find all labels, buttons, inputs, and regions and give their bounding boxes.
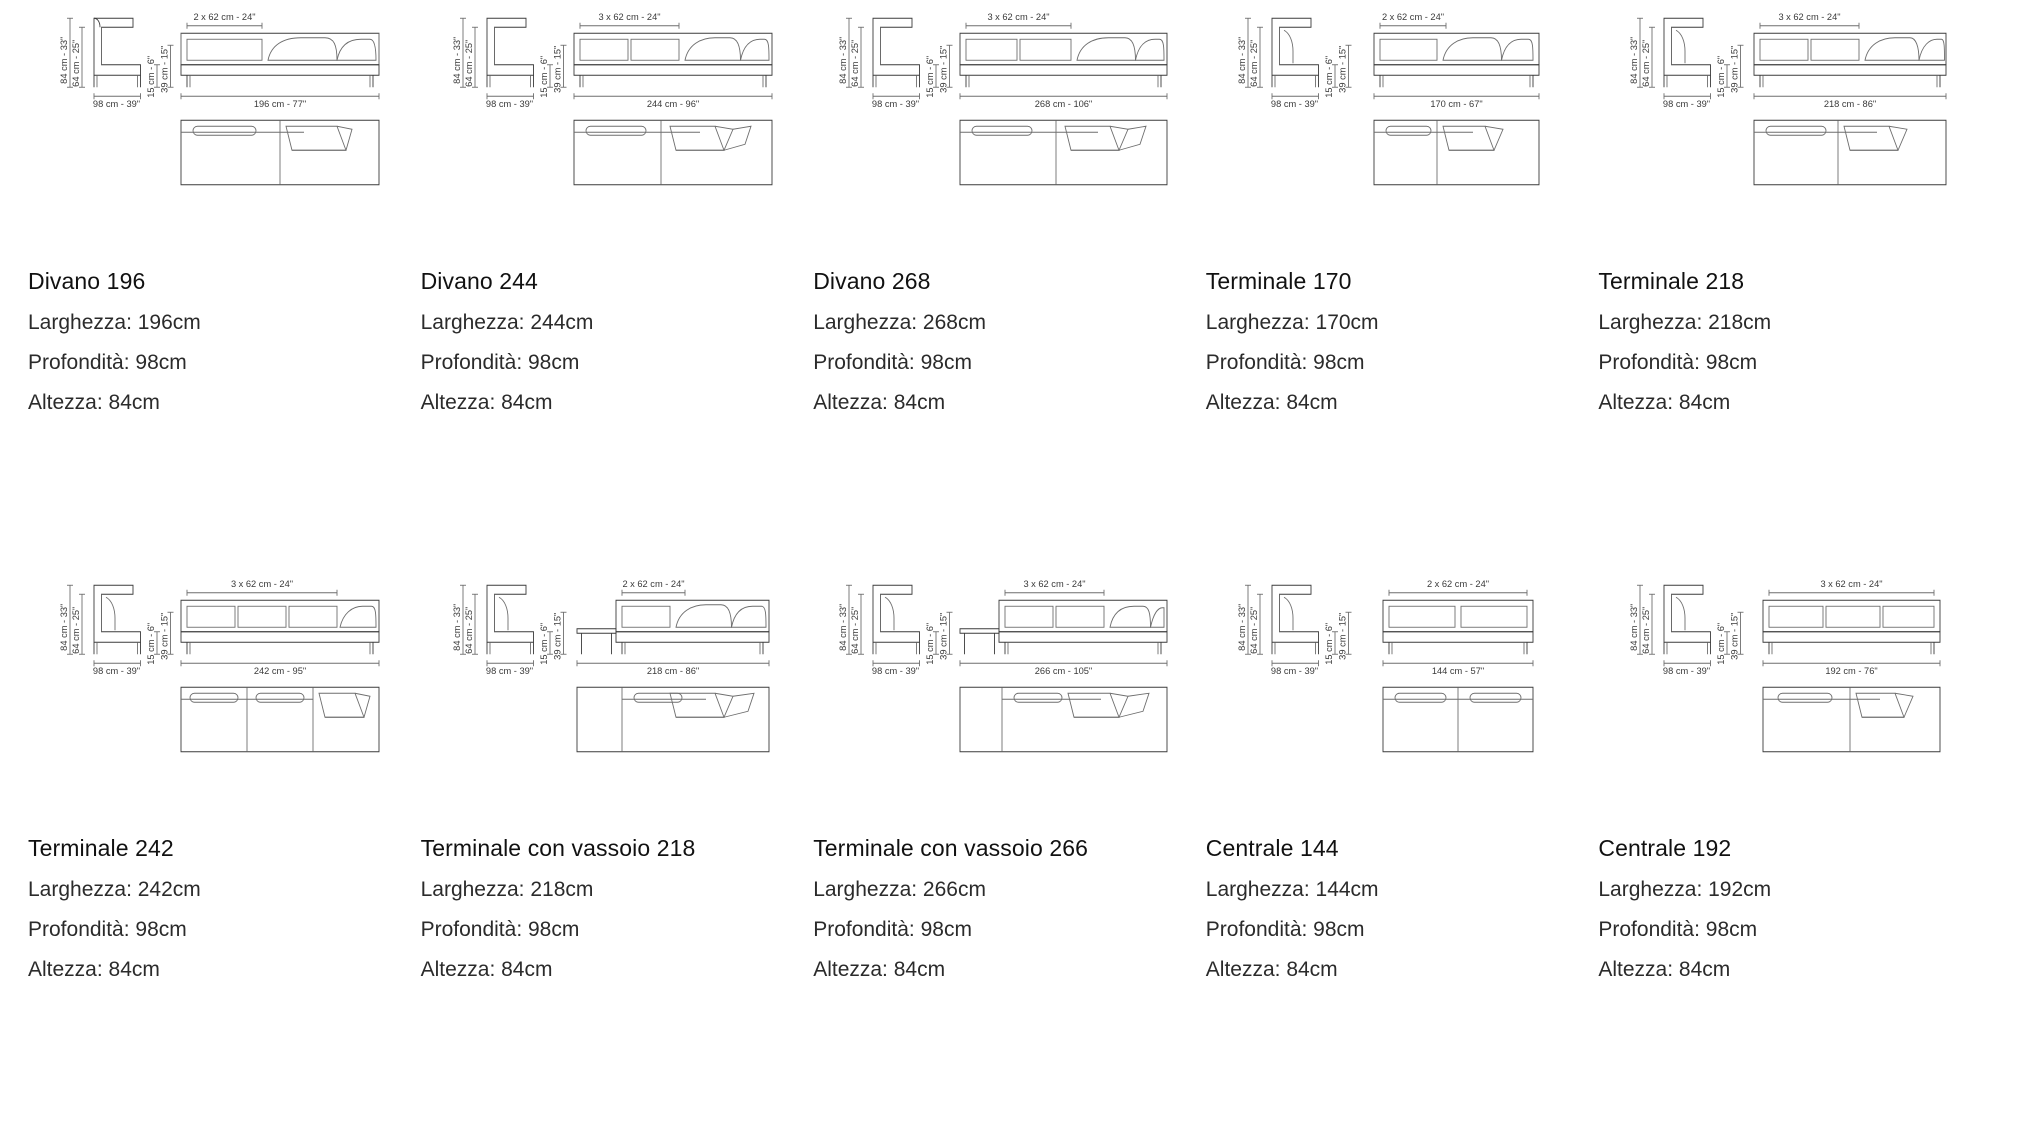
- product-height: Altezza: 84cm: [1205, 391, 1338, 414]
- product-card-centrale-144: [1206, 567, 1599, 1134]
- product-info-centrale-144: [1206, 817, 1583, 998]
- product-info-terminale-218: [1598, 250, 1975, 431]
- product-depth: Profondità: 98cm: [28, 918, 187, 941]
- product-depth: Profondità: 98cm: [1598, 918, 1758, 941]
- dim-front-width: 266 cm - 105": [1034, 665, 1093, 676]
- product-card-centrale-192: [1598, 567, 1991, 1134]
- dim-cushion-note: 3 x 62 cm - 24": [598, 11, 661, 22]
- dim-side-height-total: 84 cm - 33": [59, 603, 69, 651]
- dim-side-height-back: 64 cm - 25": [463, 39, 474, 87]
- dim-front-width: 144 cm - 57": [1431, 665, 1484, 676]
- dim-cushion-note: 2 x 62 cm - 24": [622, 578, 685, 589]
- technical-drawing-divano-268: [813, 0, 1190, 250]
- dim-side-height-total: 84 cm - 33": [838, 603, 849, 651]
- product-card-divano-268: [813, 0, 1206, 567]
- dim-cushion-note: 3 x 62 cm - 24": [1820, 578, 1883, 589]
- product-width: Larghezza: 268cm: [813, 311, 986, 334]
- technical-drawing-terminale-170: [1206, 0, 1583, 250]
- product-title: Centrale 144: [1205, 835, 1339, 861]
- product-width: Larghezza: 196cm: [28, 311, 201, 334]
- product-card-divano-196: [28, 0, 421, 567]
- dim-front-seat-height: 39 cm - 15": [1729, 612, 1740, 660]
- dim-front-leg-height: 15 cm - 6": [1716, 55, 1727, 98]
- product-depth: Profondità: 98cm: [1598, 351, 1758, 374]
- dim-front-seat-height: 39 cm - 15": [1337, 45, 1348, 93]
- product-height: Altezza: 84cm: [813, 391, 946, 414]
- product-title: Terminale 170: [1205, 268, 1352, 294]
- dim-front-leg-height: 15 cm - 6": [538, 55, 549, 98]
- product-width: Larghezza: 244cm: [420, 311, 594, 334]
- technical-drawing-centrale-192: [1598, 567, 1975, 817]
- product-title: Terminale 242: [28, 835, 174, 861]
- dim-front-seat-height: 39 cm - 15": [1337, 612, 1348, 660]
- product-info-centrale-192: [1598, 817, 1975, 998]
- dim-side-height-back: 64 cm - 25": [850, 606, 861, 654]
- product-height: Altezza: 84cm: [420, 958, 553, 981]
- product-info-divano-196: [28, 250, 405, 431]
- dim-side-depth: 98 cm - 39": [872, 98, 920, 109]
- product-depth: Profondità: 98cm: [1205, 918, 1365, 941]
- product-card-divano-244: [421, 0, 814, 567]
- product-depth: Profondità: 98cm: [420, 351, 580, 374]
- dim-side-height-total: 84 cm - 33": [838, 36, 849, 84]
- dim-cushion-note: 2 x 62 cm - 24": [193, 11, 256, 22]
- product-depth: Profondità: 98cm: [1205, 351, 1365, 374]
- product-height: Altezza: 84cm: [1205, 958, 1338, 981]
- dim-front-seat-height: 39 cm - 15": [1729, 45, 1740, 93]
- technical-drawing-divano-196: [28, 0, 405, 250]
- product-height: Altezza: 84cm: [1598, 391, 1731, 414]
- dim-front-seat-height: 39 cm - 15": [552, 45, 563, 93]
- dim-side-height-total: 84 cm - 33": [59, 36, 69, 84]
- dim-side-height-total: 84 cm - 33": [1629, 36, 1640, 84]
- technical-drawing-centrale-144: [1206, 567, 1583, 817]
- product-height: Altezza: 84cm: [813, 958, 946, 981]
- product-info-terminale-vassoio-218: [421, 817, 798, 998]
- dim-cushion-note: 3 x 62 cm - 24": [1778, 11, 1841, 22]
- dim-front-width: 218 cm - 86": [646, 665, 699, 676]
- product-width: Larghezza: 218cm: [1598, 311, 1772, 334]
- dim-side-depth: 98 cm - 39": [1663, 98, 1711, 109]
- product-title: Terminale con vassoio 218: [420, 835, 696, 861]
- product-card-terminale-218: [1598, 0, 1991, 567]
- dim-front-width: 170 cm - 67": [1430, 98, 1483, 109]
- dim-side-height-back: 64 cm - 25": [1641, 39, 1652, 87]
- dim-side-height-total: 84 cm - 33": [451, 603, 462, 651]
- product-depth: Profondità: 98cm: [28, 351, 187, 374]
- product-card-terminale-vassoio-266: [813, 567, 1206, 1134]
- product-depth: Profondità: 98cm: [813, 351, 972, 374]
- product-title: Divano 196: [28, 268, 146, 294]
- product-height: Altezza: 84cm: [1598, 958, 1731, 981]
- dim-side-height-back: 64 cm - 25": [1641, 606, 1652, 654]
- dim-front-leg-height: 15 cm - 6": [1323, 55, 1334, 98]
- product-width: Larghezza: 266cm: [813, 878, 986, 901]
- dim-side-height-back: 64 cm - 25": [1248, 606, 1259, 654]
- dim-side-depth: 98 cm - 39": [1270, 98, 1318, 109]
- product-title: Divano 268: [813, 268, 931, 294]
- dim-front-width: 268 cm - 106": [1034, 98, 1093, 109]
- dim-front-leg-height: 15 cm - 6": [538, 622, 549, 665]
- product-width: Larghezza: 170cm: [1205, 311, 1379, 334]
- dim-side-depth: 98 cm - 39": [1663, 665, 1711, 676]
- technical-drawing-terminale-242: [28, 567, 405, 817]
- product-title: Divano 244: [420, 268, 538, 294]
- product-title: Centrale 192: [1598, 835, 1732, 861]
- product-width: Larghezza: 144cm: [1205, 878, 1379, 901]
- dim-side-height-back: 64 cm - 25": [850, 39, 861, 87]
- dim-front-width: 196 cm - 77": [253, 98, 307, 109]
- dim-front-leg-height: 15 cm - 6": [146, 622, 156, 665]
- dim-front-leg-height: 15 cm - 6": [1323, 622, 1334, 665]
- product-depth: Profondità: 98cm: [420, 918, 580, 941]
- dim-front-seat-height: 39 cm - 15": [552, 612, 563, 660]
- dim-side-depth: 98 cm - 39": [872, 665, 920, 676]
- dim-front-leg-height: 15 cm - 6": [925, 55, 936, 98]
- dim-side-height-back: 64 cm - 25": [71, 606, 81, 654]
- dim-front-seat-height: 39 cm - 15": [938, 612, 949, 660]
- dim-front-seat-height: 39 cm - 15": [938, 45, 949, 93]
- dim-cushion-note: 3 x 62 cm - 24": [987, 11, 1050, 22]
- dim-side-depth: 98 cm - 39": [92, 665, 141, 676]
- dim-front-width: 218 cm - 86": [1824, 98, 1877, 109]
- dim-side-height-total: 84 cm - 33": [1236, 603, 1247, 651]
- product-card-terminale-242: [28, 567, 421, 1134]
- product-height: Altezza: 84cm: [28, 958, 160, 981]
- dim-front-width: 242 cm - 95": [253, 665, 307, 676]
- dim-side-height-total: 84 cm - 33": [451, 36, 462, 84]
- dim-front-leg-height: 15 cm - 6": [925, 622, 936, 665]
- product-row-1: [28, 0, 1991, 567]
- product-depth: Profondità: 98cm: [813, 918, 972, 941]
- product-height: Altezza: 84cm: [420, 391, 553, 414]
- dim-front-seat-height: 39 cm - 15": [159, 45, 170, 93]
- technical-drawing-terminale-vassoio-218: [421, 567, 798, 817]
- product-info-terminale-242: [28, 817, 405, 998]
- dim-cushion-note: 2 x 62 cm - 24": [1381, 11, 1444, 22]
- dim-side-height-total: 84 cm - 33": [1236, 36, 1247, 84]
- technical-drawing-divano-244: [421, 0, 798, 250]
- dim-cushion-note: 2 x 62 cm - 24": [1426, 578, 1489, 589]
- product-width: Larghezza: 192cm: [1598, 878, 1772, 901]
- dim-side-height-back: 64 cm - 25": [71, 39, 81, 87]
- dim-side-depth: 98 cm - 39": [1270, 665, 1318, 676]
- dim-side-height-back: 64 cm - 25": [1248, 39, 1259, 87]
- dim-side-depth: 98 cm - 39": [485, 98, 533, 109]
- dim-front-leg-height: 15 cm - 6": [146, 55, 156, 98]
- technical-drawing-terminale-vassoio-266: [813, 567, 1190, 817]
- product-width: Larghezza: 218cm: [420, 878, 594, 901]
- product-info-divano-268: [813, 250, 1190, 431]
- product-info-terminale-vassoio-266: [813, 817, 1190, 998]
- dim-side-depth: 98 cm - 39": [92, 98, 141, 109]
- product-width: Larghezza: 242cm: [28, 878, 201, 901]
- technical-drawing-terminale-218: [1598, 0, 1975, 250]
- product-info-divano-244: [421, 250, 798, 431]
- product-card-terminale-vassoio-218: [421, 567, 814, 1134]
- dim-side-depth: 98 cm - 39": [485, 665, 533, 676]
- dim-front-leg-height: 15 cm - 6": [1716, 622, 1727, 665]
- dim-cushion-note: 3 x 62 cm - 24": [1023, 578, 1086, 589]
- dim-front-seat-height: 39 cm - 15": [159, 612, 170, 660]
- product-title: Terminale con vassoio 266: [813, 835, 1089, 861]
- dim-side-height-back: 64 cm - 25": [463, 606, 474, 654]
- dim-front-width: 244 cm - 96": [646, 98, 699, 109]
- product-card-terminale-170: [1206, 0, 1599, 567]
- product-title: Terminale 218: [1598, 268, 1745, 294]
- product-height: Altezza: 84cm: [28, 391, 160, 414]
- dim-side-height-total: 84 cm - 33": [1629, 603, 1640, 651]
- product-row-2: [28, 567, 1991, 1134]
- dim-cushion-note: 3 x 62 cm - 24": [230, 578, 294, 589]
- dim-front-width: 192 cm - 76": [1825, 665, 1879, 676]
- product-info-terminale-170: [1206, 250, 1583, 431]
